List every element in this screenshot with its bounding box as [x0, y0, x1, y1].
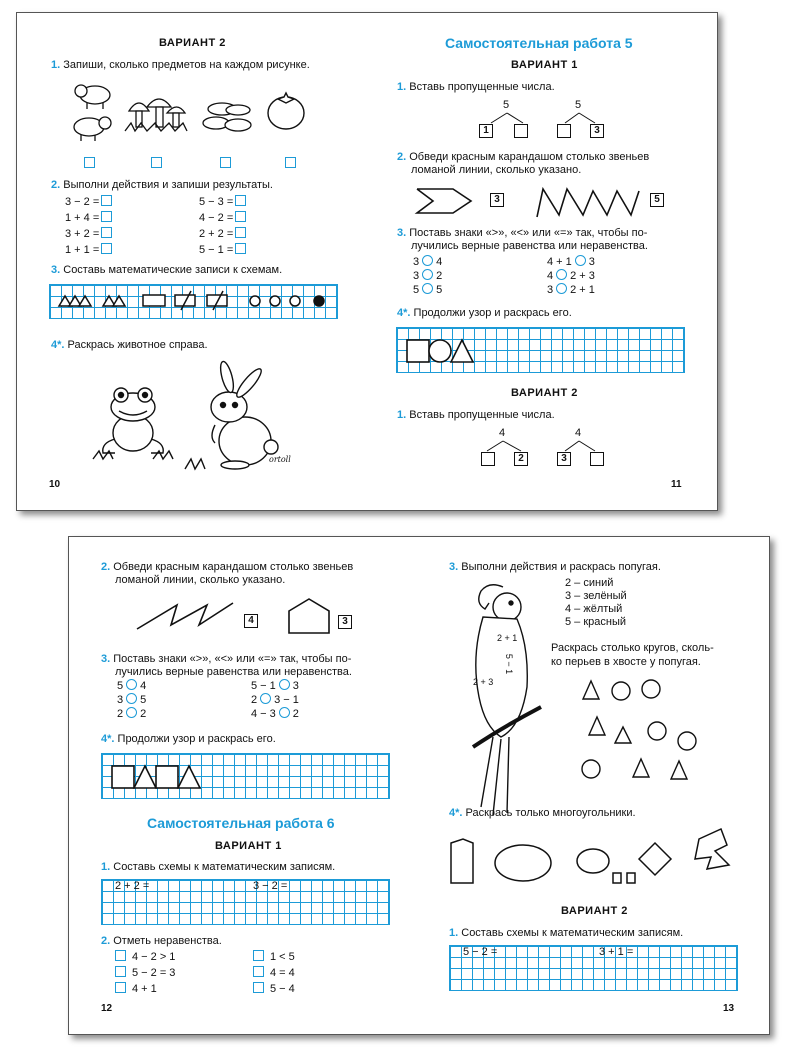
p12-inequalities-right	[253, 949, 295, 997]
pigs-picture	[69, 79, 124, 143]
task-text: Обведи красным карандашом столько звеньев	[113, 561, 354, 573]
expression: 5 − 1 =	[199, 242, 246, 258]
task-text: Продолжи узор и раскрась его.	[117, 733, 276, 745]
task-number: 3.	[101, 653, 111, 665]
p13-task3	[449, 561, 661, 574]
task-text: Раскрась животное справа.	[67, 339, 208, 351]
count-box: 5	[650, 193, 664, 207]
p11-task3	[397, 227, 648, 253]
expression: 3 − 2 =	[253, 880, 288, 892]
legend-item: 2 – синий	[565, 577, 614, 589]
compare-row: 4 + 1 3	[547, 256, 595, 268]
p10-task2	[51, 179, 273, 192]
pattern-shapes	[396, 327, 683, 371]
answer-box[interactable]	[285, 157, 296, 168]
scheme-shapes	[49, 284, 336, 317]
task-number: 4*.	[101, 733, 115, 745]
empty-box[interactable]	[590, 452, 604, 466]
tree-top: 4	[499, 427, 506, 439]
expression: 5 − 3 =	[199, 194, 246, 210]
parrot-picture	[463, 577, 543, 817]
empty-box[interactable]	[514, 124, 528, 138]
task-number: 1.	[397, 81, 407, 93]
inequality-row: 5 − 4	[253, 981, 295, 997]
expression: 5 − 2 =	[463, 946, 498, 958]
task-text: ломаной линии, сколько указано.	[411, 164, 582, 176]
bottom-spread	[68, 536, 770, 1035]
compare-row: 3 4	[413, 256, 443, 268]
zigzag-figure	[533, 185, 651, 219]
p12-task4	[101, 733, 276, 746]
task-number: 2.	[101, 935, 111, 947]
task-number: 4*.	[51, 339, 65, 351]
p10-variant: ВАРИАНТ 2	[159, 37, 226, 49]
expression: 1 + 4 =	[65, 210, 112, 226]
tree-top: 4	[575, 427, 582, 439]
task-text: Выполни действия и запиши результаты.	[63, 179, 273, 191]
tomato-picture	[266, 93, 306, 131]
expression: 2 + 2 =	[199, 226, 246, 242]
task-text: Выполни действия и раскрась попугая.	[461, 561, 661, 573]
p12-variant: ВАРИАНТ 1	[215, 840, 282, 852]
number-box: 3	[557, 452, 571, 466]
compare-row: 5 4	[117, 680, 147, 692]
task-number: 4*.	[449, 807, 463, 819]
frog-picture	[93, 383, 173, 463]
task-text: Отметь неравенства.	[113, 935, 222, 947]
number-box: 2	[514, 452, 528, 466]
compare-row: 4 − 3 2	[251, 708, 299, 720]
task-number: 2.	[101, 561, 111, 573]
p12-compare-left	[117, 679, 146, 721]
compare-row: 2 2	[117, 708, 147, 720]
p12-task6	[101, 935, 222, 948]
task-text: Составь схемы к математическим записям.	[461, 927, 684, 939]
cucumbers-picture	[200, 101, 252, 133]
task-text: Раскрась только многоугольники.	[465, 807, 636, 819]
inequality-row: 4 = 4	[253, 965, 295, 981]
p13-variant: ВАРИАНТ 2	[561, 905, 628, 917]
pentagon-figure	[283, 595, 337, 637]
p10-task2-col1	[65, 194, 112, 258]
compare-row: 5 − 1 3	[251, 680, 299, 692]
parrot-label: 2 + 1	[497, 633, 518, 643]
p10-task4	[51, 339, 208, 352]
expression: 3 − 2 =	[65, 194, 112, 210]
page-number: 10	[49, 479, 61, 490]
count-box: 4	[244, 614, 258, 628]
compare-row: 4 2 + 3	[547, 270, 595, 282]
tree-top: 5	[575, 99, 582, 111]
task-number: 1.	[397, 409, 407, 421]
number-trees	[479, 439, 609, 453]
task-text: лучились верные равенства или неравенства.	[115, 666, 352, 678]
p13-paragraph: Раскрась столько кругов, сколь- ко перьев в хвосте у попугая.	[551, 642, 714, 668]
p11-title: Самостоятельная работа 5	[445, 35, 633, 51]
legend-item: 4 – жёлтый	[565, 603, 623, 615]
p12-task3	[101, 653, 352, 679]
task-number: 4*.	[397, 307, 411, 319]
p11-task5	[397, 409, 555, 422]
task-text: лучились верные равенства или неравенства.	[411, 240, 648, 252]
p10-task3	[51, 264, 282, 277]
expression: 3 + 1 =	[599, 946, 634, 958]
page-number: 11	[671, 479, 682, 490]
compare-row: 5 5	[413, 284, 443, 296]
page-number: 12	[101, 1003, 113, 1014]
parrot-label: 2 + 3	[473, 677, 494, 687]
task-text: Вставь пропущенные числа.	[409, 81, 555, 93]
answer-box[interactable]	[84, 157, 95, 168]
task-text: Составь схемы к математическим записям.	[113, 861, 336, 873]
number-trees	[479, 111, 609, 125]
mushrooms-picture	[125, 93, 187, 133]
p11-variant2: ВАРИАНТ 2	[511, 387, 578, 399]
pattern-shapes	[101, 753, 388, 797]
legend-item: 5 – красный	[565, 616, 627, 628]
number-box: 1	[479, 124, 493, 138]
compare-row: 3 2 + 1	[547, 284, 595, 296]
task-text: Поставь знаки «>», «<» или «=» так, чтобы по-	[113, 653, 352, 665]
compare-row: 2 3 − 1	[251, 694, 299, 706]
task-text: Продолжи узор и раскрась его.	[413, 307, 572, 319]
task-number: 1.	[449, 927, 459, 939]
task-number: 3.	[51, 264, 61, 276]
legend-item: 3 – зелёный	[565, 590, 627, 602]
inequality-row: 4 + 1	[115, 981, 175, 997]
p12-task2	[101, 561, 353, 587]
p13-task5	[449, 927, 683, 940]
p11-task4	[397, 307, 572, 320]
expression: 4 − 2 =	[199, 210, 246, 226]
answer-box[interactable]	[151, 157, 162, 168]
number-box: 3	[590, 124, 604, 138]
inequality-row: 4 − 2 > 1	[115, 949, 175, 965]
answer-box[interactable]	[220, 157, 231, 168]
task-text: Поставь знаки «>», «<» или «=» так, чтобы по-	[409, 227, 648, 239]
task-number: 1.	[51, 59, 61, 71]
task-number: 2.	[397, 151, 407, 163]
inequality-row: 5 − 2 = 3	[115, 965, 175, 981]
p11-compare-right	[547, 255, 595, 297]
p11-compare-left	[413, 255, 442, 297]
compare-row: 3 2	[413, 270, 443, 282]
count-box: 3	[490, 193, 504, 207]
expression: 1 + 1 =	[65, 242, 112, 258]
empty-box[interactable]	[557, 124, 571, 138]
task-text: Обведи красным карандашом столько звеньев	[409, 151, 650, 163]
task-number: 3.	[449, 561, 459, 573]
task-text: ломаной линии, сколько указано.	[115, 574, 286, 586]
inequality-row: 1 < 5	[253, 949, 295, 965]
count-box: 3	[338, 615, 352, 629]
polyline-figure	[409, 185, 491, 217]
expression: 2 + 2 =	[115, 880, 150, 892]
p12-compare-right	[251, 679, 299, 721]
task-text: Составь математические записи к схемам.	[63, 264, 283, 276]
polygons-row	[449, 825, 749, 893]
p11-task2	[397, 151, 649, 177]
task-number: 3.	[397, 227, 407, 239]
top-spread	[16, 12, 718, 511]
shapes-cluster	[577, 677, 707, 787]
task-number: 1.	[101, 861, 111, 873]
p12-task5	[101, 861, 335, 874]
p12-inequalities-left	[115, 949, 175, 997]
compare-row: 3 5	[117, 694, 147, 706]
empty-box[interactable]	[481, 452, 495, 466]
page-number: 13	[723, 1003, 735, 1014]
parrot-label: 5 − 1	[504, 653, 515, 675]
polyline-figure	[133, 599, 245, 633]
color-legend	[565, 577, 627, 629]
p11-variant1: ВАРИАНТ 1	[511, 59, 578, 71]
task-text: Запиши, сколько предметов на каждом рисунке.	[63, 59, 310, 71]
p12-title: Самостоятельная работа 6	[147, 815, 335, 831]
p10-task1	[51, 59, 310, 72]
signature: ortoll	[269, 455, 291, 464]
task-number: 2.	[51, 179, 61, 191]
p13-task4	[449, 807, 636, 820]
task-text: Вставь пропущенные числа.	[409, 409, 555, 421]
p11-task1	[397, 81, 555, 94]
expression: 3 + 2 =	[65, 226, 112, 242]
tree-top: 5	[503, 99, 510, 111]
p10-task2-col2	[199, 194, 246, 258]
